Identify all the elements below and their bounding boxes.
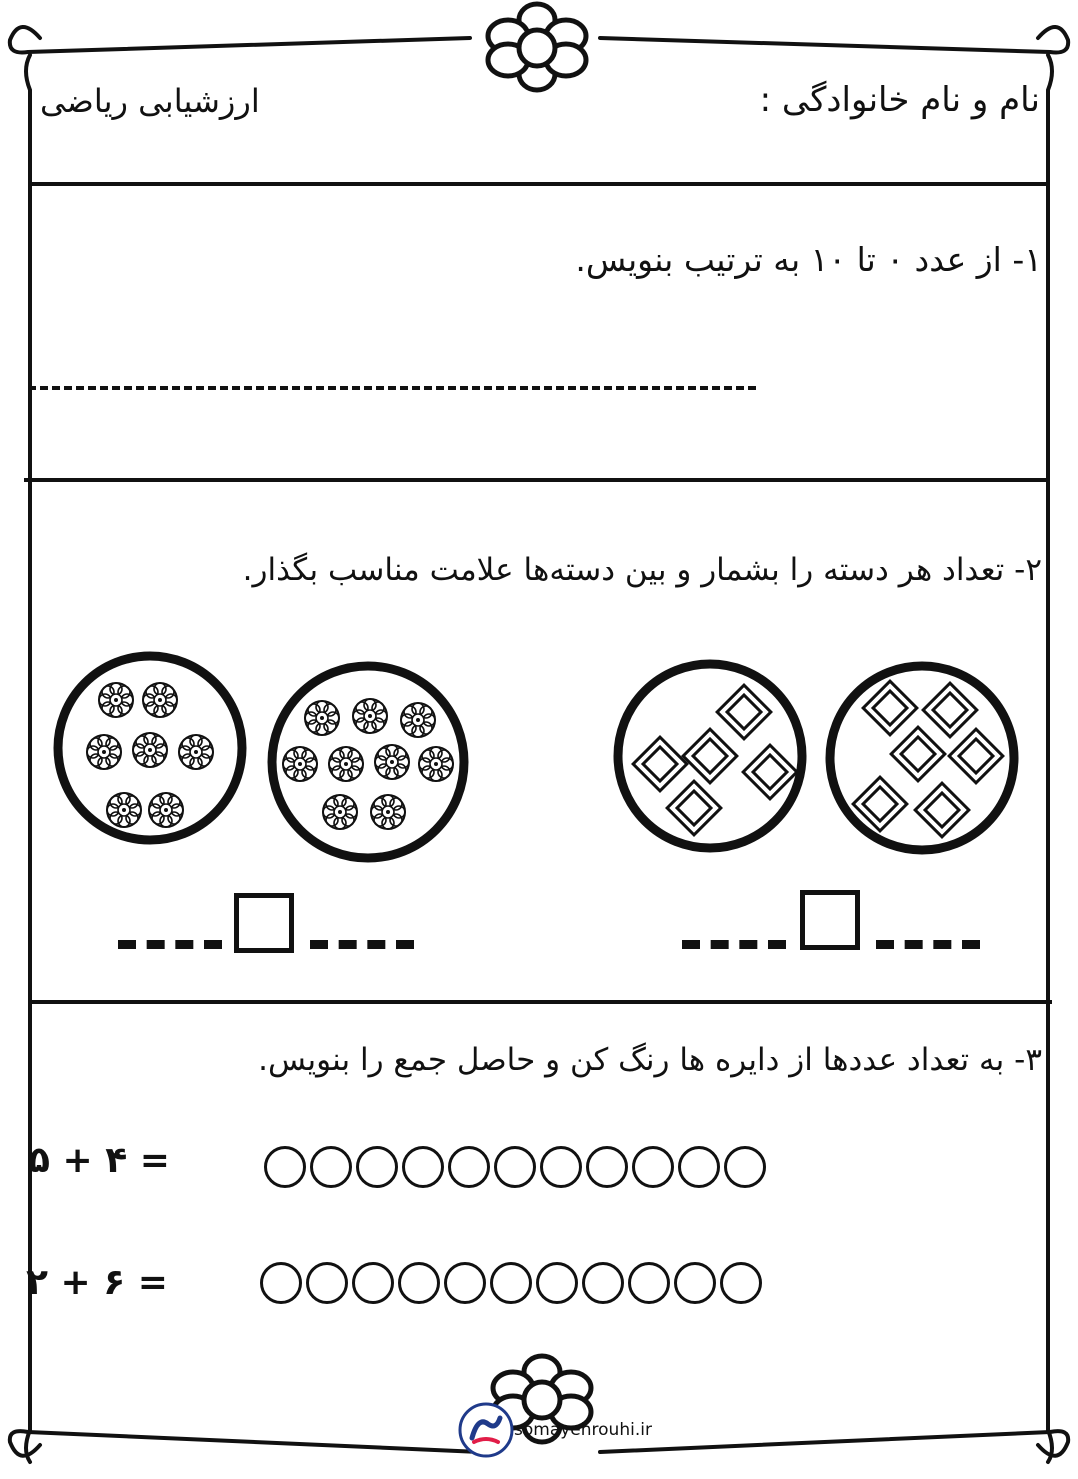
fill-circle[interactable] [632,1146,674,1188]
sum-expression: ۵ + ۴ = [28,1140,170,1181]
fill-circle[interactable] [260,1262,302,1304]
fill-circle[interactable] [352,1262,394,1304]
fill-circle[interactable] [402,1146,444,1188]
fill-circle[interactable] [444,1262,486,1304]
fill-circle[interactable] [448,1146,490,1188]
fill-circle[interactable] [536,1262,578,1304]
question-3-text: ۳- به تعداد عددها از دایره ها رنگ کن و حاصل جمع را بنویس. [258,1042,1042,1078]
answer-line[interactable] [28,386,756,390]
fill-circle[interactable] [310,1146,352,1188]
worksheet-title: ارزشیابی ریاضی [40,82,260,120]
fill-circle[interactable] [678,1146,720,1188]
divider [30,182,1050,186]
compare-line-left [118,940,222,949]
compare-line-left [682,940,786,949]
fill-circle[interactable] [674,1262,716,1304]
fill-circle[interactable] [264,1146,306,1188]
compare-line-right [876,940,980,949]
fill-circle[interactable] [490,1262,532,1304]
fill-circle[interactable] [628,1262,670,1304]
name-label: نام و نام خانوادگی : [759,80,1040,120]
fill-circle[interactable] [540,1146,582,1188]
fill-circle[interactable] [306,1262,348,1304]
compare-line-right [310,940,414,949]
circle-row [260,1262,762,1304]
fill-circle[interactable] [582,1262,624,1304]
fill-circle[interactable] [398,1262,440,1304]
divider [24,478,1048,482]
compare-box[interactable] [800,890,860,950]
compare-box[interactable] [234,893,294,953]
counting-groups [0,650,1078,980]
fill-circle[interactable] [494,1146,536,1188]
site-url[interactable]: somayehrouhi.ir [514,1420,652,1440]
fill-circle[interactable] [724,1146,766,1188]
fill-circle[interactable] [356,1146,398,1188]
circle-row [264,1146,766,1188]
flower-ornament-icon [488,4,586,90]
fill-circle[interactable] [720,1262,762,1304]
divider [30,1000,1052,1004]
fill-circle[interactable] [586,1146,628,1188]
site-logo-icon [458,1402,514,1458]
question-2-text: ۲- تعداد هر دسته را بشمار و بین دسته‌ها علامت مناسب بگذار. [242,552,1042,588]
sum-expression: ۲ + ۶ = [26,1262,168,1303]
question-1-text: ۱- از عدد ۰ تا ۱۰ به ترتیب بنویس. [575,240,1042,279]
